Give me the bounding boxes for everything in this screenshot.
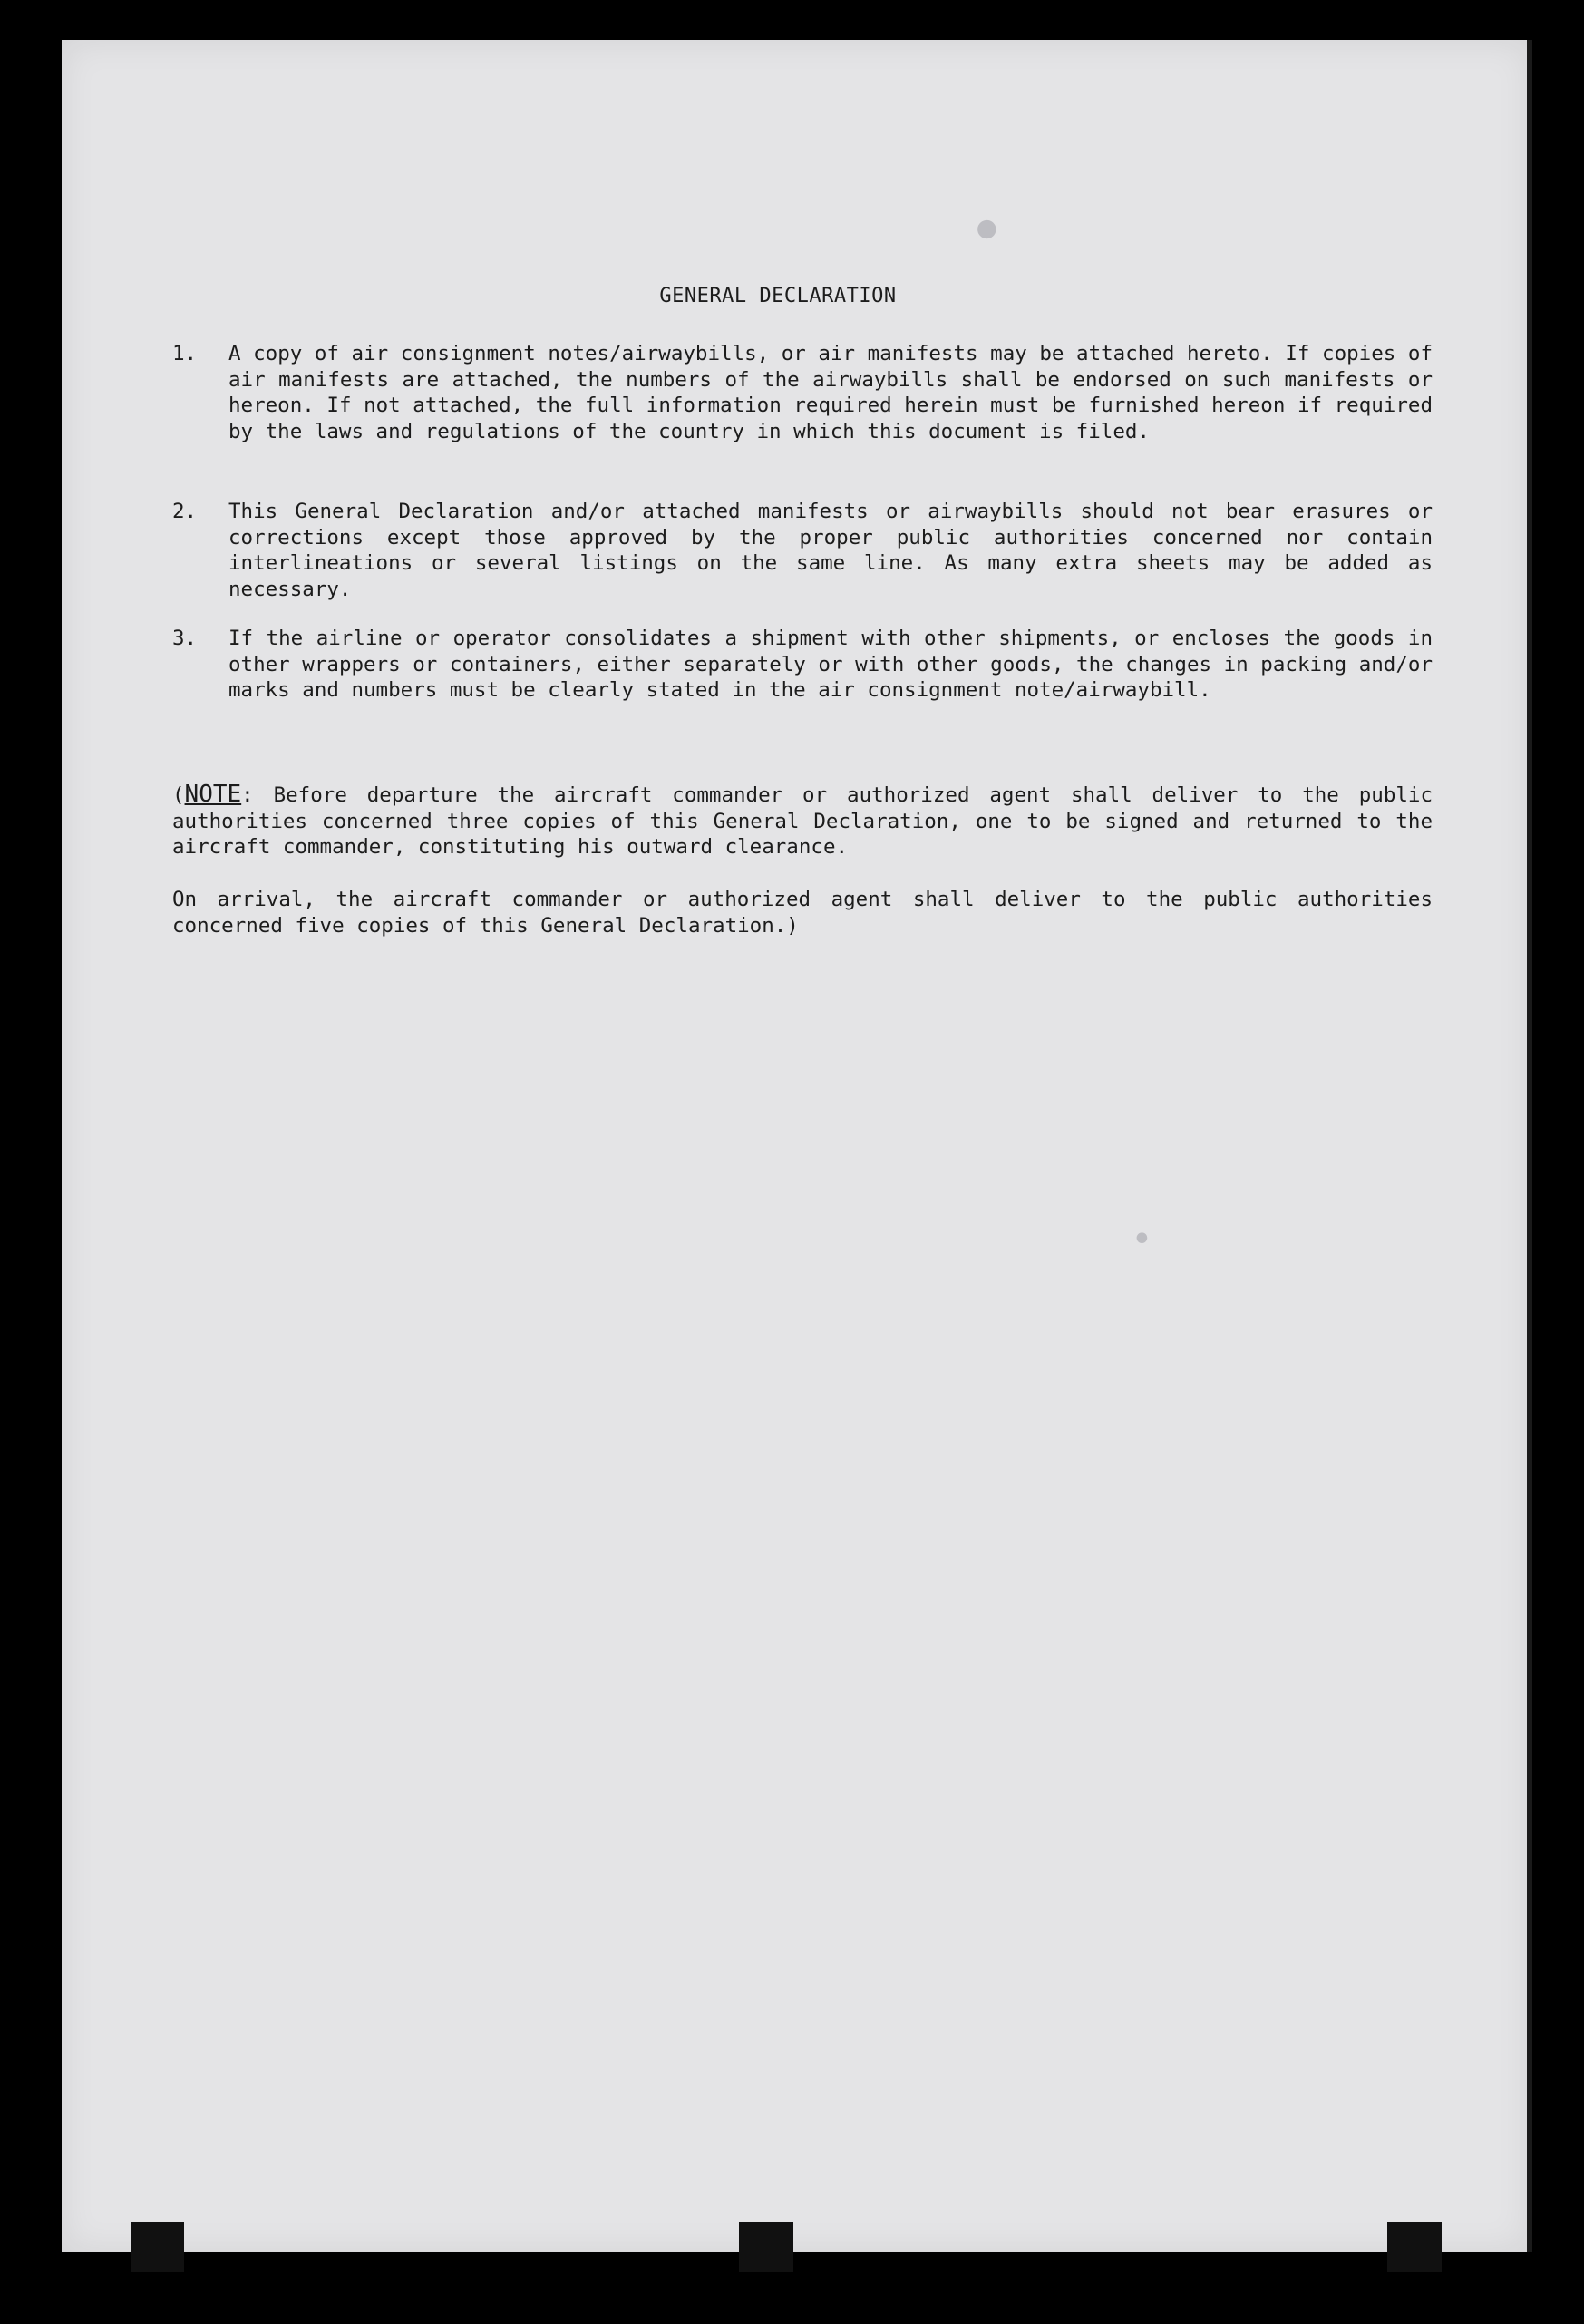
- binder-tab-right: [1387, 2222, 1442, 2272]
- item-number: 1.: [172, 342, 198, 365]
- faint-handwriting-right: •: [1128, 1217, 1157, 1262]
- note-label: NOTE: [184, 781, 242, 808]
- list-item: [172, 341, 1433, 444]
- note-paragraph: [172, 782, 1433, 861]
- binder-tab-left: [131, 2222, 184, 2272]
- page-edge-shadow: [1527, 40, 1532, 2252]
- document-page: [62, 40, 1531, 2252]
- faint-handwriting-top: •: [963, 191, 1011, 271]
- note-open-paren: (: [172, 783, 185, 807]
- note-colon: :: [241, 783, 254, 807]
- item-number: 2.: [172, 500, 198, 523]
- list-item: [172, 499, 1433, 602]
- arrival-paragraph: [172, 887, 1433, 938]
- item-text: A copy of air consignment notes/airwaybills, or air manifests may be attached hereto. If copies of air manifests are attached, the numbers of the airwaybills shall be endorsed on such manifests or hereon. If not attached, the full information required herein must be furnished hereon if required by the laws and regulations of the country in which this document is filed.: [228, 342, 1433, 443]
- note-text: Before departure the aircraft commander or authorized agent shall deliver to the public authorities concerned three copies of this General Declaration, one to be signed and returned to the aircraft commander, constituting his outward clearance.: [172, 783, 1433, 859]
- page-title: GENERAL DECLARATION: [659, 285, 897, 307]
- arrival-text: On arrival, the aircraft commander or authorized agent shall deliver to the public authorities concerned five copies of this General Declaration.): [172, 888, 1433, 938]
- item-text: If the airline or operator consolidates a shipment with other shipments, or encloses the goods in other wrappers or containers, either separately or with other goods, the changes in packing and/or marks and numbers must be clearly stated in the air consignment note/airwaybill.: [228, 627, 1433, 702]
- item-text: This General Declaration and/or attached manifests or airwaybills should not bear erasures or corrections except those approved by the proper public authorities concerned nor contain interlineations or several listings on the same line. As many extra sheets may be added as necessary.: [228, 500, 1433, 601]
- binder-tab-center: [739, 2222, 793, 2272]
- list-item: [172, 626, 1433, 704]
- item-number: 3.: [172, 627, 198, 650]
